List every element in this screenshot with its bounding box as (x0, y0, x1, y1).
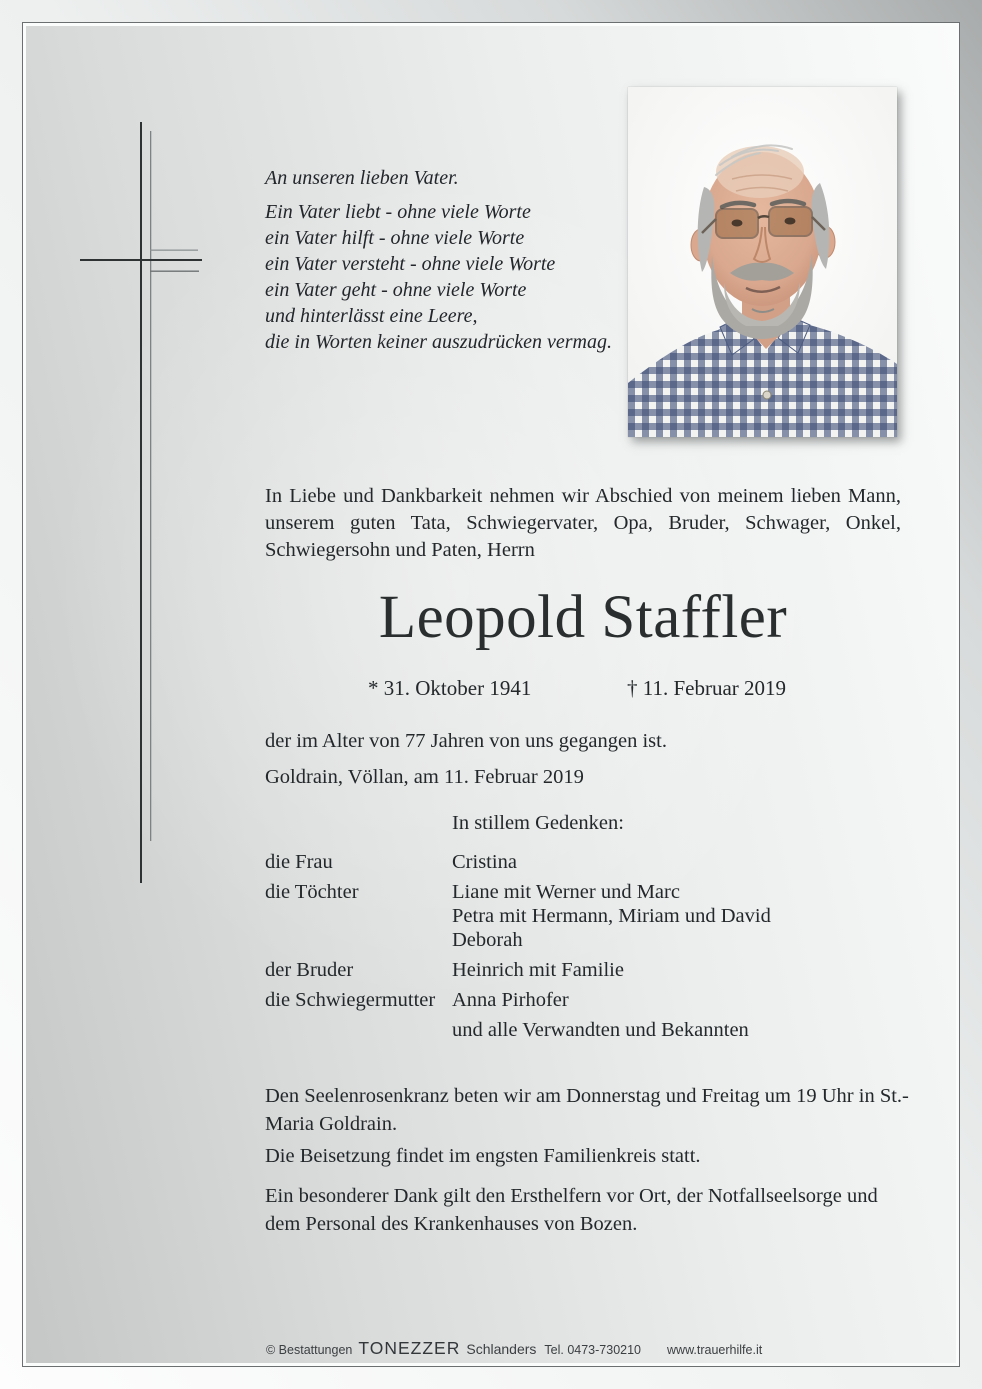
funeral-home-footer (266, 1338, 762, 1359)
cross-icon (26, 26, 286, 906)
mourner-label: die Schwiegermutter (265, 989, 436, 1011)
age-line: der im Alter von 77 Jahren von uns gegangen ist. (265, 730, 667, 752)
poem-block (265, 165, 612, 355)
mourner-value: Cristina (452, 851, 517, 873)
mourner-value: Heinrich mit Familie (452, 959, 624, 981)
deceased-name: Leopold Staffler (378, 584, 788, 651)
mourner-label: der Bruder (265, 959, 354, 981)
mourners-heading: In stillem Gedenken: (452, 812, 624, 834)
mourner-label: die Frau (265, 851, 333, 873)
poem-line: und hinterlässt eine Leere, (265, 305, 478, 327)
mourner-label (265, 1018, 452, 1042)
mourner-row (265, 958, 771, 982)
poem-line: ein Vater versteht - ohne viele Worte (265, 253, 556, 275)
poem-line: die in Worten keiner auszudrücken vermag. (265, 331, 612, 353)
poem-line: ein Vater hilft - ohne viele Worte (265, 227, 525, 249)
footer-website: www.trauerhilfe.it (667, 1343, 763, 1357)
intro-paragraph: In Liebe und Dankbarkeit nehmen wir Abschied von meinem lieben Mann, unserem guten Tata, Schwiegervater, Opa, Bruder, Schwager, Onkel, Schwiegersohn und Paten, Herrn (265, 485, 901, 561)
mourner-row (265, 1018, 771, 1042)
mourner-value: Liane mit Werner und Marc (452, 881, 680, 903)
memorial-card (26, 26, 956, 1363)
poem-line: Ein Vater liebt - ohne viele Worte (265, 201, 531, 223)
mourner-label (265, 928, 452, 952)
mourner-value: Petra mit Hermann, Miriam und David (452, 905, 771, 927)
rosary-notice: Den Seelenrosenkranz beten wir am Donnerstag und Freitag um 19 Uhr in St.-Maria Goldrain. (265, 1085, 909, 1135)
poem-dedication: An unseren lieben Vater. (265, 167, 459, 189)
portrait-photo (628, 87, 897, 437)
place-date-line: Goldrain, Völlan, am 11. Februar 2019 (265, 766, 584, 788)
mourner-value: und alle Verwandten und Bekannten (452, 1019, 749, 1041)
card-frame (22, 22, 960, 1367)
mourners-list (265, 850, 771, 1042)
mourner-value: Anna Pirhofer (452, 989, 569, 1011)
mourner-label (265, 904, 452, 928)
burial-notice: Die Beisetzung findet im engsten Familienkreis statt. (265, 1145, 701, 1167)
mourner-row (265, 928, 771, 952)
mourner-row (265, 904, 771, 928)
mourner-value: Deborah (452, 929, 523, 951)
footer-city: Schlanders (466, 1341, 537, 1357)
footer-phone: Tel. 0473-730210 (544, 1343, 642, 1357)
footer-copyright: © Bestattungen (266, 1343, 353, 1357)
mourner-row (265, 880, 771, 904)
footer-brand: TONEZZER (358, 1338, 461, 1358)
mourner-row (265, 850, 771, 874)
poem-line: ein Vater geht - ohne viele Worte (265, 279, 527, 301)
thanks-notice: Ein besonderer Dank gilt den Ersthelfern vor Ort, der Notfallseelsorge und dem Personal des Krankenhauses von Bozen. (265, 1185, 878, 1235)
mourner-row (265, 988, 771, 1012)
birth-date: * 31. Oktober 1941 (368, 676, 532, 700)
mourner-label: die Töchter (265, 881, 359, 903)
death-date: † 11. Februar 2019 (627, 676, 787, 700)
